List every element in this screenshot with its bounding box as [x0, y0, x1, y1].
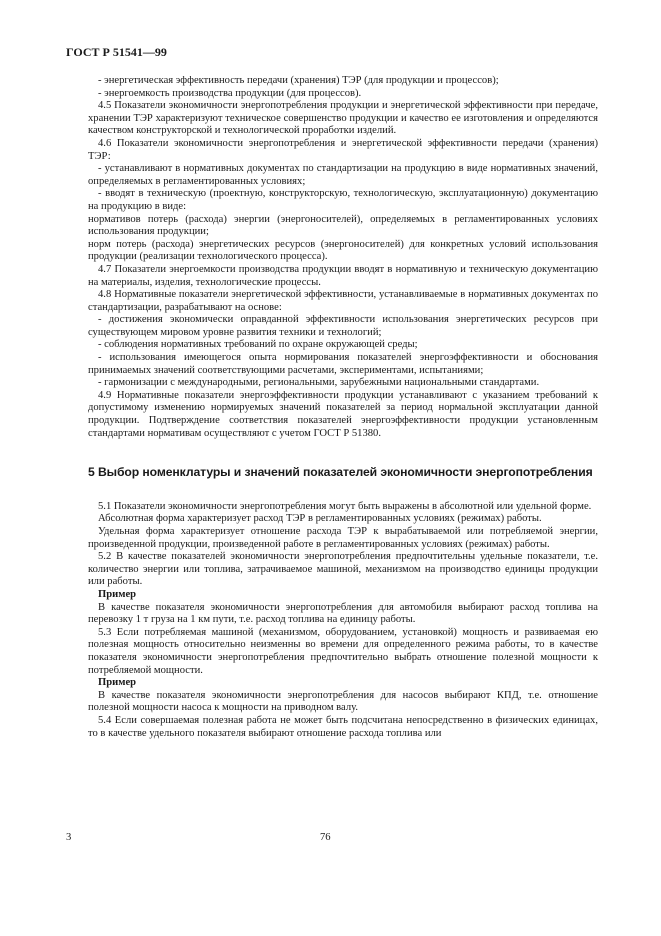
paragraph: - достижения экономически оправданной эффективности использования энергетических ресурсов при существующем мировом уровне развития техники и технологий;: [88, 314, 598, 338]
example-label: Пример: [98, 588, 137, 600]
sheet-number: 3: [66, 832, 72, 843]
paragraph: нормативов потерь (расхода) энергии (энергоносителей), определяемых в регламентированных условиях использования продукции;: [88, 213, 598, 238]
paragraph: 4.7 Показатели энергоемкости производства продукции вводят в нормативную и техническую документацию на материалы, изделия, технологические процессы.: [88, 263, 598, 288]
example-text: В качестве показателя экономичности энергопотребления для насосов выбирают КПД, т.е. отношение полезной мощности насоса к мощности на приводном валу.: [88, 689, 598, 714]
paragraph: 4.8 Нормативные показатели энергетической эффективности, устанавливаемые в нормативных документах по стандартизации, разрабатывают на основе:: [88, 289, 598, 313]
paragraph: - энергоемкость производства продукции (для процессов).: [98, 87, 362, 99]
example-text: В качестве показателя экономичности энергопотребления для автомобиля выбирают расход топлива на перевозку 1 т груза на 1 км пути, т.е. расход топлива на единицу работы.: [88, 601, 598, 626]
paragraph: - устанавливают в нормативных документах по стандартизации на продукцию в виде нормативных значений, определяемых в регламентированных условиях;: [88, 163, 598, 187]
paragraph: 4.5 Показатели экономичности энергопотребления продукции и энергетической эффективности при передаче, хранении ТЭР характеризуют техническое совершенство продукции и качество ее изготовления и определяются качеством конструкторской и технологической проработки изделий.: [88, 100, 598, 137]
paragraph: 4.9 Нормативные показатели энергоэффективности продукции устанавливают с указанием требований к допустимому изменению нормируемых значений показателей за период нормальной эксплуатации данной продукции. Подтверждение соответствия показателей энергоэффективности продукции установленным стандартами нормативам осуществляют с учетом ГОСТ Р 51380.: [88, 389, 598, 439]
document-body: [88, 75, 598, 740]
paragraph: 4.6 Показатели экономичности энергопотребления и энергетической эффективности передачи (хранения) ТЭР:: [88, 137, 598, 162]
document-header: ГОСТ Р 51541—99: [66, 45, 167, 59]
paragraph: 5.2 В качестве показателей экономичности энергопотребления предпочтительны удельные показатели, т.е. количество энергии или топлива, затрачиваемое машиной, механизмом на производство единицы продукции или работы.: [88, 551, 598, 588]
paragraph: норм потерь (расхода) энергетических ресурсов (энергоносителей) для конкретных условий использования продукции (реализации технологического процесса).: [88, 238, 598, 263]
paragraph: Удельная форма характеризует отношение расхода ТЭР к вырабатываемой или потребляемой энергии, произведенной продукции, произведенной работе в регламентированных условиях (режимах) работы.: [88, 526, 598, 550]
paragraph: 5.4 Если совершаемая полезная работа не может быть подсчитана непосредственно в физических единицах, то в качестве удельного показателя выбирают отношение расхода топлива или: [88, 714, 598, 739]
example-label: Пример: [98, 677, 137, 689]
paragraph: 5.3 Если потребляемая машиной (механизмом, оборудованием, установкой) мощность и развиваемая ею полезная мощность относительно неизменны во времени для определенного режима работы, то в качестве показателя экономичности энергопотребления предпочтительно выбрать отношение полезной мощности к потребляемой мощности.: [88, 626, 598, 676]
paragraph: - использования имеющегося опыта нормирования показателей энергоэффективности и обоснования принимаемых значений соответствующими расчетами, экспериментами, испытаниями;: [88, 352, 598, 376]
paragraph: - энергетическая эффективность передачи (хранения) ТЭР (для продукции и процессов);: [98, 75, 499, 86]
section-title: 5 Выбор номенклатуры и значений показателей экономичности энергопотребления: [88, 465, 593, 480]
paragraph: 5.1 Показатели экономичности энергопотребления могут быть выражены в абсолютной или удельной форме.: [98, 500, 592, 512]
paragraph: Абсолютная форма характеризует расход ТЭР в регламентированных условиях (режимах) работы.: [98, 513, 542, 525]
paragraph: - соблюдения нормативных требований по охране окружающей среды;: [98, 339, 418, 351]
page-number: 76: [320, 832, 331, 843]
paragraph: - вводят в техническую (проектную, конструкторскую, технологическую, эксплуатационную) документацию на продукцию в виде:: [88, 188, 598, 212]
paragraph: - гармонизации с международными, региональными, зарубежными национальными стандартами.: [98, 377, 540, 389]
